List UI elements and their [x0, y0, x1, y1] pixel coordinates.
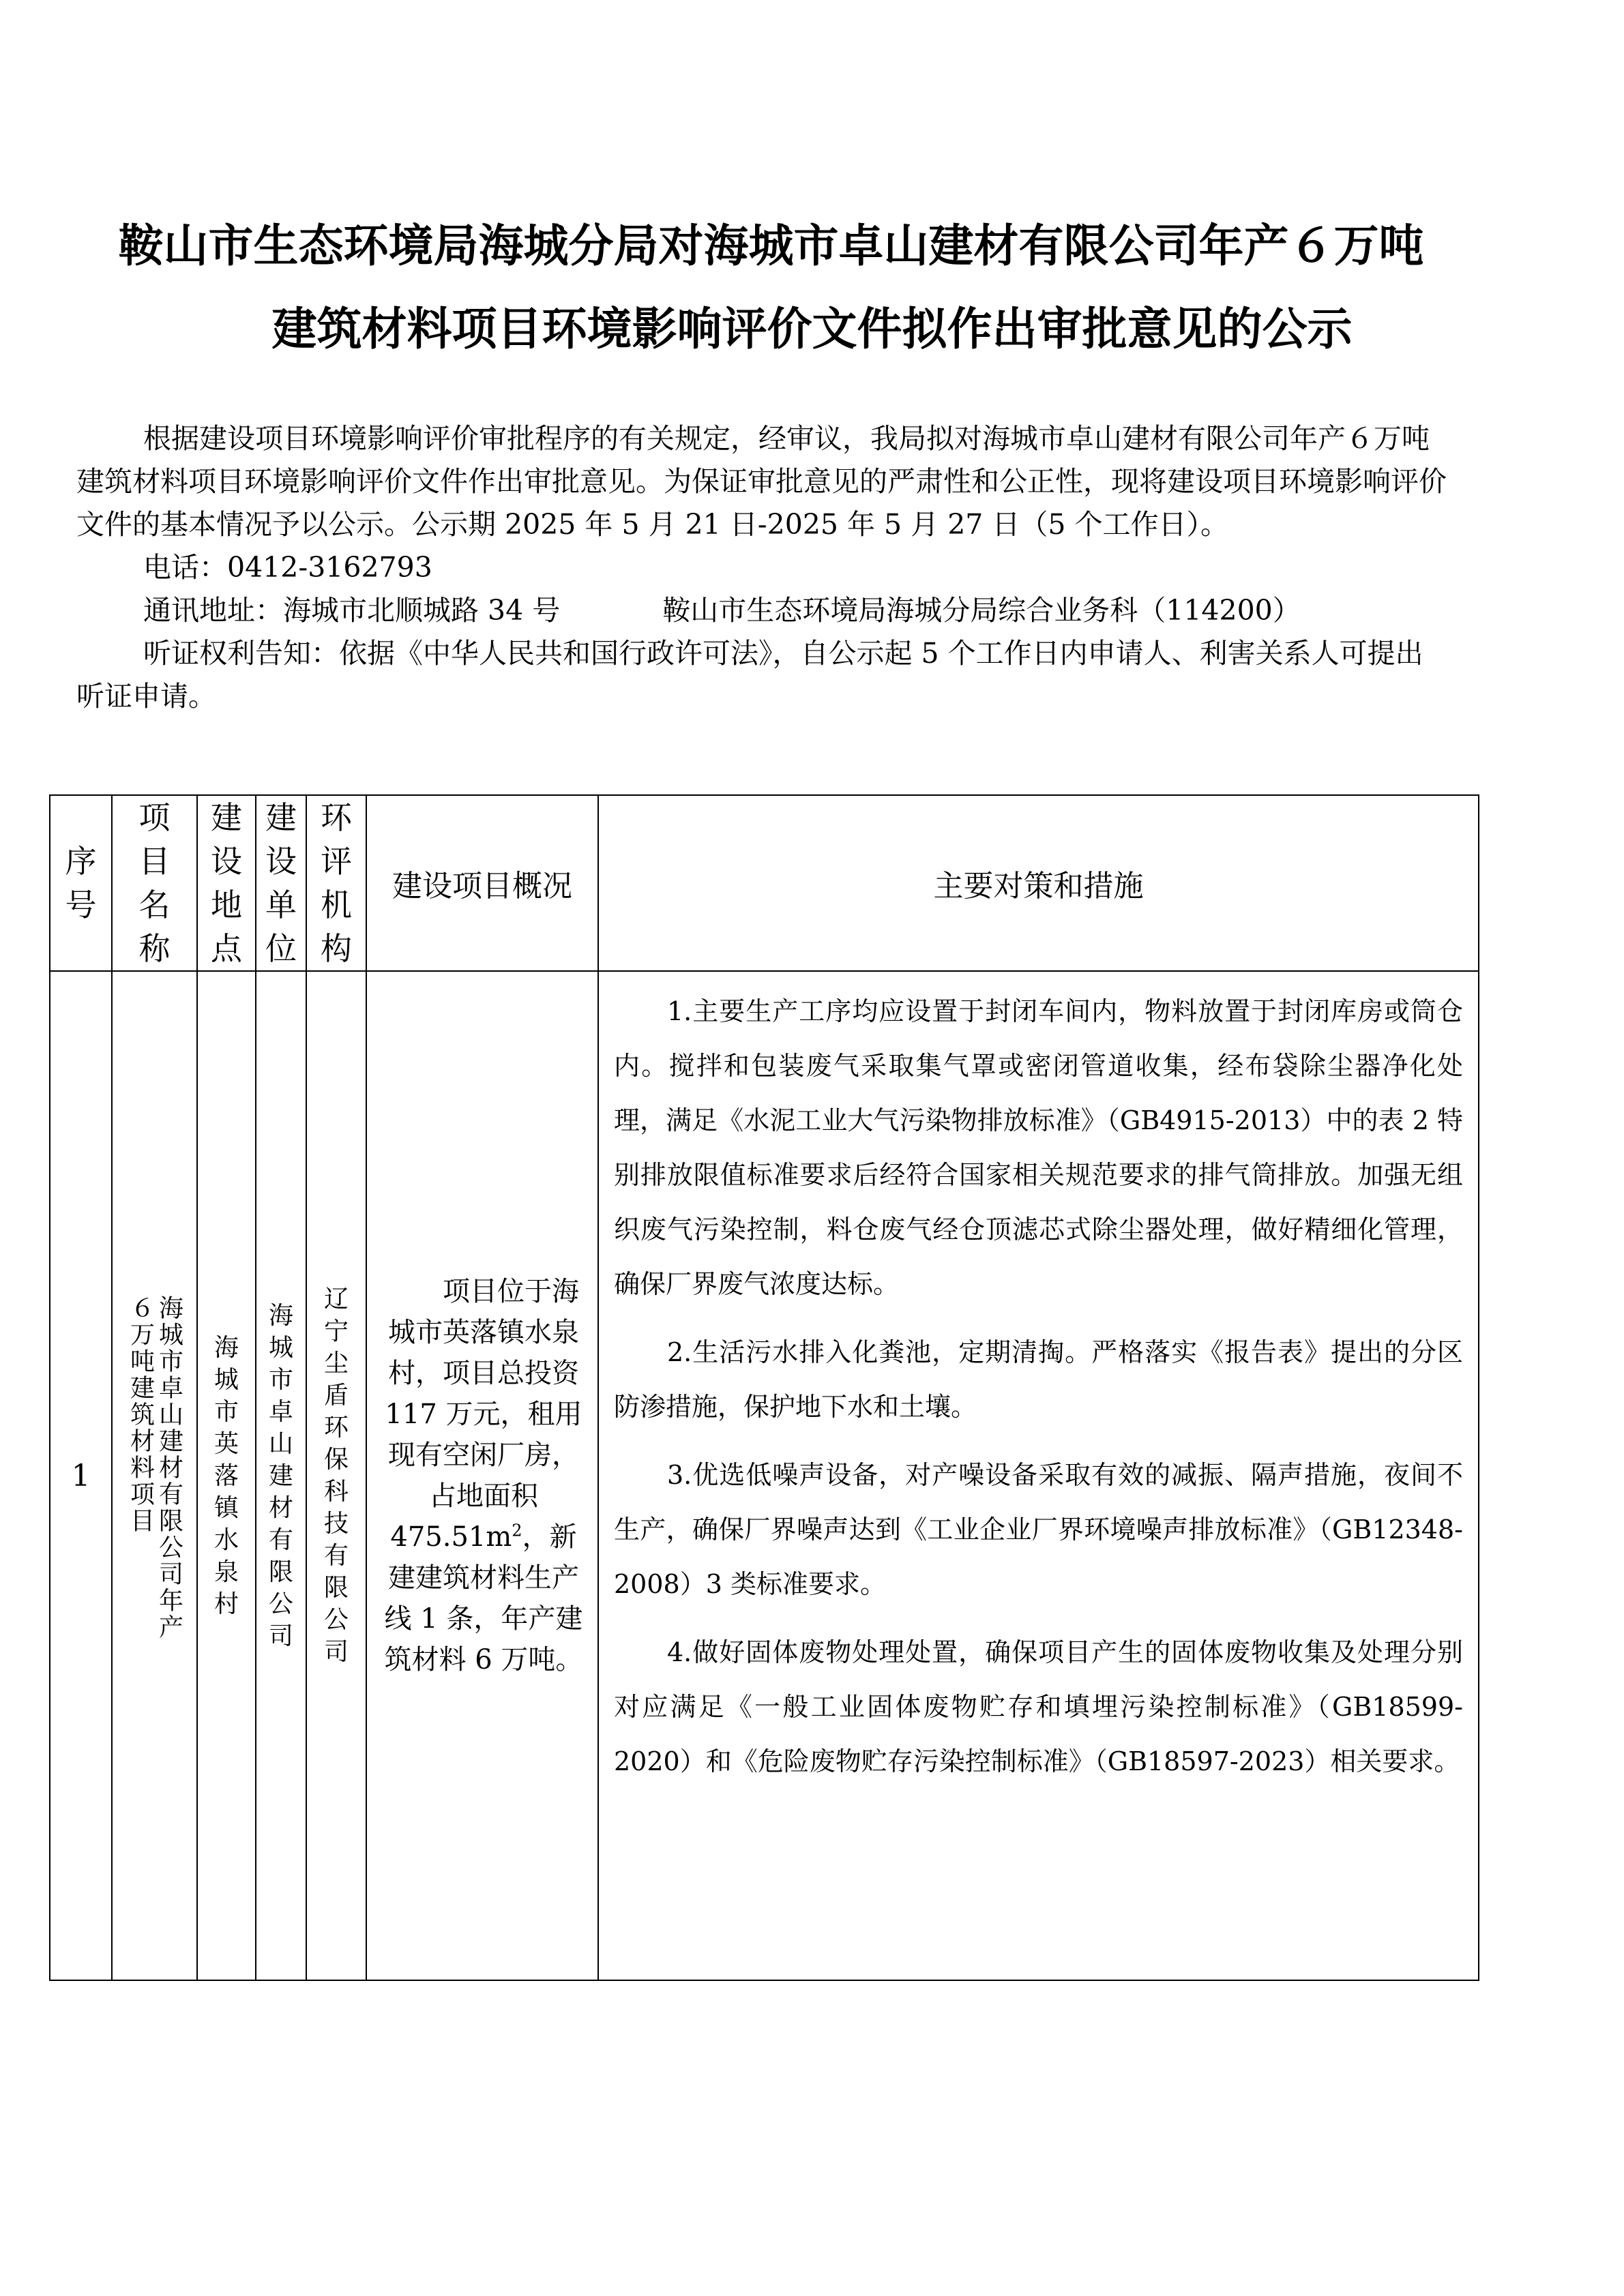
table-row [50, 971, 1479, 1980]
eia-agency-text: 辽宁尘盾环保科技有限公司 [324, 1285, 349, 1666]
measure-item: 2.生活污水排入化粪池，定期清掏。严格落实《报告表》提出的分区防渗措施，保护地下水和土壤。 [614, 1337, 1463, 1422]
project-location-text: 海城市英落镇水泉村 [214, 1333, 239, 1618]
measure-item: 1.主要生产工序均应设置于封闭车间内，物料放置于封闭库房或筒仓内。搅拌和包装废气采取集气罩或密闭管道收集，经布袋除尘器净化处理，满足《水泥工业大气污染物排放标准》（GB4915-2013）中的表 2 特别排放限值标准要求后经符合国家相关规范要求的排气筒排放。加强无组织废气污染控制，料仓废气经仓顶滤芯式除尘器处理，做好精细化管理，确保厂界废气浓度达标。 [614, 996, 1463, 1299]
cell-unit [256, 971, 306, 1980]
header-unit: 建设单位 [256, 795, 306, 971]
contact-address-line [76, 589, 1449, 632]
page-title [0, 205, 1624, 371]
header-location: 建设地点 [197, 795, 256, 971]
cell-name [112, 971, 197, 1980]
project-name-text: 海城市卓山建材有限公司年产６万吨建筑材料项目 [126, 1294, 183, 1641]
intro-paragraph: 根据建设项目环境影响评价审批程序的有关规定，经审议，我局拟对海城市卓山建材有限公司年产６万吨建筑材料项目环境影响评价文件作出审批意见。为保证审批意见的严肃性和公正性，现将建设项目环境影响评价文件的基本情况予以公示。公示期 2025 年 5 月 21 日-2025 年 5 月 27 日（5 个工作日）。 [76, 422, 1447, 541]
header-seq: 序号 [50, 795, 112, 971]
title-line-2: 建筑材料项目环境影响评价文件拟作出审批意见的公示 [271, 303, 1353, 355]
cell-overview [366, 971, 598, 1980]
cell-measures [598, 971, 1479, 1980]
contact-department: 鞍山市生态环境局海城分局综合业务科（114200） [662, 594, 1301, 627]
project-overview-text: 项目位于海城市英落镇水泉村，项目总投资 117 万元，租用现有空闲厂房，占地面积 $475.51m^2$，新建建筑材料生产线 1 条，年产建筑材料 6 万吨。 [384, 1276, 583, 1675]
header-agency: 环评机构 [306, 795, 366, 971]
cell-agency [306, 971, 366, 1980]
hearing-notice: 听证权利告知：依据《中华人民共和国行政许可法》，自公示起 5 个工作日内申请人、利害关系人可提出听证申请。 [76, 637, 1423, 713]
cell-seq: 1 [50, 971, 112, 1980]
contact-address: 通讯地址：海城市北顺城路 34 号 [143, 594, 561, 627]
header-measures: 主要对策和措施 [598, 795, 1479, 971]
header-overview: 建设项目概况 [366, 795, 598, 971]
project-table [49, 794, 1479, 1981]
table-header-row [50, 795, 1479, 971]
header-name: 项目名称 [112, 795, 197, 971]
intro-section [76, 417, 1449, 718]
title-line-1: 鞍山市生态环境局海城分局对海城市卓山建材有限公司年产６万吨 [118, 220, 1424, 272]
cell-location [197, 971, 256, 1980]
measure-item: 4.做好固体废物处理处置，确保项目产生的固体废物收集及处理分别对应满足《一般工业固体废物贮存和填埋污染控制标准》（GB18599-2020）和《危险废物贮存污染控制标准》（GB18597-2023）相关要求。 [614, 1637, 1463, 1776]
measure-item: 3.优选低噪声设备，对产噪设备采取有效的减振、隔声措施，夜间不生产，确保厂界噪声达到《工业企业厂界环境噪声排放标准》（GB12348-2008）3 类标准要求。 [614, 1460, 1463, 1599]
construction-unit-text: 海城市卓山建材有限公司 [269, 1301, 294, 1650]
contact-phone: 电话：0412-3162793 [143, 551, 432, 584]
